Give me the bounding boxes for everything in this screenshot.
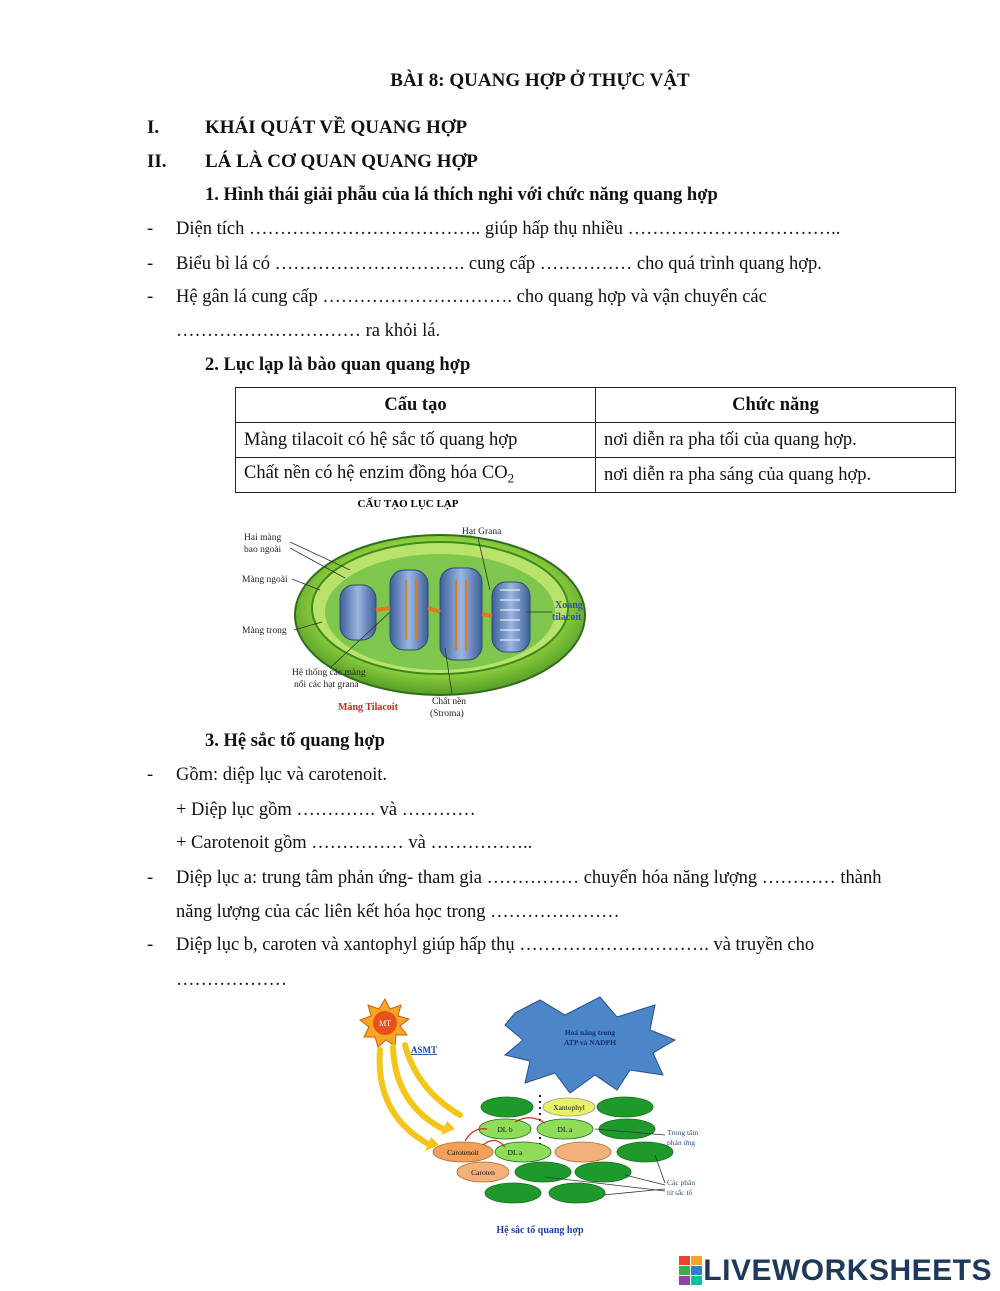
fill-line-1[interactable]: Diện tích ……………………………….. giúp hấp thụ nhiều …………………………….. bbox=[176, 219, 841, 239]
tt-label-2: phản ứng bbox=[667, 1138, 696, 1147]
asmt-label: ASMT bbox=[411, 1045, 438, 1055]
page-title: BÀI 8: QUANG HỢP Ở THỰC VẬT bbox=[390, 70, 690, 91]
table-cell[interactable]: nơi diễn ra pha sáng của quang hợp. bbox=[596, 458, 956, 493]
label-bao-ngoai: bao ngoài bbox=[244, 545, 282, 555]
bullet-dash: - bbox=[147, 765, 154, 785]
subsection-1-heading: 1. Hình thái giải phẫu của lá thích nghi với chức năng quang hợp bbox=[205, 185, 718, 205]
fig1-title: CẤU TẠO LỤC LẠP bbox=[357, 498, 459, 510]
chloroplast-table bbox=[235, 387, 956, 493]
subscript: 2 bbox=[507, 470, 515, 486]
text-line-1: Gồm: diệp lục và carotenoit. bbox=[176, 765, 388, 785]
table-cell bbox=[236, 458, 596, 493]
logo-blocks-icon bbox=[679, 1256, 703, 1286]
section-1-heading bbox=[147, 117, 847, 139]
fill-line-10[interactable]: ……………… bbox=[176, 970, 287, 990]
table-cell: Màng tilacoit có hệ sắc tố quang hợp bbox=[236, 423, 596, 458]
section-number: I. bbox=[147, 117, 160, 138]
star-label-1: Hoá năng trong bbox=[564, 1028, 616, 1037]
label-he-thong-2: nối các hạt grana bbox=[294, 680, 359, 690]
bullet-dash: - bbox=[147, 219, 154, 239]
logo-text: LIVEWORKSHEETS bbox=[703, 1254, 992, 1287]
fill-line-9[interactable]: Diệp lục b, caroten và xantophyl giúp hấp thụ …………………………. và truyền cho bbox=[176, 935, 815, 955]
right-labels bbox=[667, 1128, 698, 1197]
liveworksheets-logo bbox=[679, 1254, 992, 1288]
label-stroma: (Stroma) bbox=[430, 709, 464, 719]
label-xoang: Xoang bbox=[555, 600, 583, 611]
subsection-3-heading: 3. Hệ sắc tố quang hợp bbox=[205, 731, 385, 751]
bullet-dash: - bbox=[147, 935, 154, 955]
fill-line-3[interactable]: Hệ gân lá cung cấp …………………………. cho quang hợp và vận chuyển các bbox=[176, 287, 767, 307]
sun-label: MT bbox=[379, 1019, 391, 1028]
label-mang-tilacoit: Màng Tilacoit bbox=[338, 702, 398, 713]
table-header: Chức năng bbox=[596, 388, 956, 423]
carotenoit-label: Carotenoit bbox=[447, 1148, 479, 1157]
fig2-caption: Hệ sắc tố quang hợp bbox=[496, 1225, 584, 1236]
bullet-dash: - bbox=[147, 254, 154, 274]
fill-line-2[interactable]: Biểu bì lá có …………………………. cung cấp …………… cho quá trình quang hợp. bbox=[176, 254, 822, 274]
dla-mid-label: DL a bbox=[507, 1148, 523, 1157]
section-text: KHÁI QUÁT VỀ QUANG HỢP bbox=[205, 117, 468, 138]
label-he-thong-1: Hệ thống các màng bbox=[292, 668, 366, 678]
tt-label-1: Trung tâm bbox=[667, 1128, 699, 1137]
label-hai-mang: Hai màng bbox=[244, 533, 282, 543]
fill-line-7[interactable]: Diệp lục a: trung tâm phản ứng- tham gia …………… chuyển hóa năng lượng ………… thành bbox=[176, 868, 882, 888]
section-2-heading bbox=[147, 151, 847, 173]
star-label-2: ATP và NADPH bbox=[564, 1038, 616, 1047]
dla-top-label: DL a bbox=[557, 1125, 573, 1134]
table-header: Cấu tạo bbox=[236, 388, 596, 423]
dlb-label: DL b bbox=[497, 1125, 513, 1134]
section-number: II. bbox=[147, 151, 167, 172]
xantophyl-label: Xantophyl bbox=[553, 1103, 585, 1112]
section-text: LÁ LÀ CƠ QUAN QUANG HỢP bbox=[205, 151, 478, 172]
label-chat-nen: Chất nền bbox=[432, 697, 467, 707]
label-hat-grana: Hạt Grana bbox=[462, 527, 502, 537]
table-row bbox=[236, 458, 956, 493]
chloroplast-diagram bbox=[230, 490, 620, 720]
cell-text: Chất nền có hệ enzim đồng hóa CO bbox=[244, 463, 508, 484]
bullet-dash: - bbox=[147, 868, 154, 888]
fill-line-8[interactable]: năng lượng của các liên kết hóa học trong ………………… bbox=[176, 902, 620, 922]
fill-line-5[interactable]: + Diệp lục gồm …………. và ………… bbox=[176, 800, 476, 820]
sun-icon bbox=[360, 999, 409, 1047]
label-mang-ngoai: Màng ngoài bbox=[242, 575, 288, 585]
subsection-2-heading: 2. Lục lạp là bào quan quang hợp bbox=[205, 355, 471, 375]
table-cell[interactable]: nơi diễn ra pha tối của quang hợp. bbox=[596, 423, 956, 458]
cp-label-2: tử sắc tố bbox=[667, 1188, 693, 1197]
fill-line-4[interactable]: ………………………… ra khỏi lá. bbox=[176, 321, 441, 341]
label-mang-trong: Màng trong bbox=[242, 626, 287, 636]
pigment-system-diagram bbox=[355, 995, 725, 1240]
cp-label-1: Các phân bbox=[667, 1178, 696, 1187]
fill-line-6[interactable]: + Carotenoit gồm …………… và …………….. bbox=[176, 833, 533, 853]
bullet-dash: - bbox=[147, 287, 154, 307]
table-row bbox=[236, 423, 956, 458]
label-tilacoit: tilacoit bbox=[552, 612, 582, 623]
caroten-label: Caroten bbox=[471, 1168, 495, 1177]
